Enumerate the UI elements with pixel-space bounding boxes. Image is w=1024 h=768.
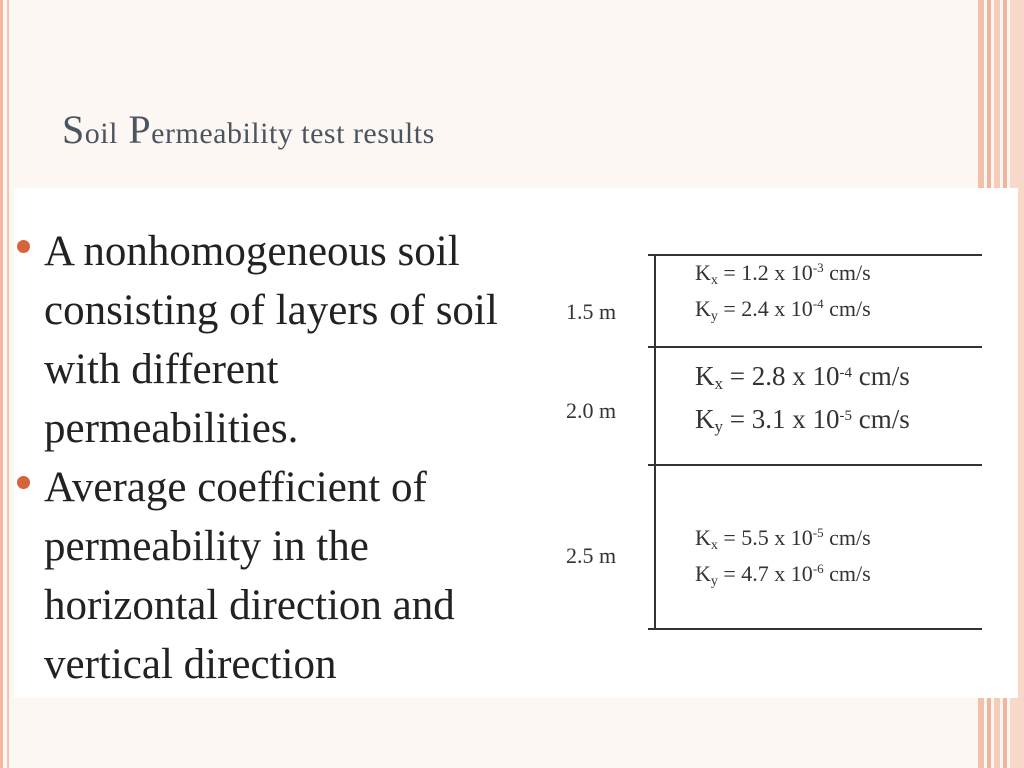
k-subscript: y bbox=[710, 574, 718, 589]
left-decor-stripe bbox=[0, 0, 3, 768]
k-exponent: -5 bbox=[839, 408, 852, 424]
ky-value bbox=[695, 296, 871, 325]
k-symbol: K bbox=[695, 361, 715, 391]
k-subscript: x bbox=[710, 273, 718, 288]
k-symbol: K bbox=[695, 525, 711, 550]
k-value-text: = 3.1 x 10 bbox=[723, 404, 840, 434]
k-subscript: x bbox=[714, 374, 723, 393]
bullet-icon bbox=[17, 476, 30, 489]
title-initial: S bbox=[62, 107, 85, 152]
kx-value bbox=[695, 260, 871, 289]
k-symbol: K bbox=[695, 561, 711, 586]
bullet-icon bbox=[17, 240, 30, 253]
bullet-item bbox=[14, 222, 534, 458]
k-exponent: -3 bbox=[812, 260, 824, 275]
ky-value bbox=[695, 561, 871, 590]
k-unit: cm/s bbox=[851, 361, 910, 391]
k-value-text: = 4.7 x 10 bbox=[717, 561, 813, 586]
kx-value bbox=[695, 361, 910, 394]
k-value-text: = 2.4 x 10 bbox=[717, 296, 813, 321]
k-exponent: -4 bbox=[839, 365, 852, 381]
left-decor-stripe bbox=[7, 0, 9, 768]
k-symbol: K bbox=[695, 296, 711, 321]
k-subscript: x bbox=[710, 538, 718, 553]
k-exponent: -5 bbox=[812, 525, 824, 540]
layer-depth-label: 2.0 m bbox=[566, 398, 617, 423]
kx-value bbox=[695, 525, 871, 554]
k-subscript: y bbox=[714, 417, 723, 436]
bullet-text: Average coefficient of permeability in the horizontal direction and vertical direction bbox=[44, 464, 455, 688]
title-word: ermeability test results bbox=[151, 117, 435, 150]
soil-layer-diagram bbox=[560, 245, 990, 640]
k-unit: cm/s bbox=[823, 296, 871, 321]
title-word: oil bbox=[84, 117, 118, 150]
k-exponent: -6 bbox=[812, 561, 824, 576]
layer-depth-label: 2.5 m bbox=[566, 543, 617, 568]
ky-value bbox=[695, 404, 910, 437]
title-initial: P bbox=[128, 107, 152, 152]
k-unit: cm/s bbox=[851, 404, 910, 434]
k-value-text: = 5.5 x 10 bbox=[717, 525, 813, 550]
slide-title bbox=[62, 106, 435, 153]
k-exponent: -4 bbox=[812, 296, 824, 311]
k-symbol: K bbox=[695, 404, 715, 434]
k-unit: cm/s bbox=[823, 260, 871, 285]
k-value-text: = 1.2 x 10 bbox=[717, 260, 813, 285]
k-unit: cm/s bbox=[823, 561, 871, 586]
bullet-item bbox=[14, 458, 534, 694]
bullet-list bbox=[14, 222, 534, 694]
layer-depth-label: 1.5 m bbox=[566, 299, 617, 324]
k-unit: cm/s bbox=[823, 525, 871, 550]
k-symbol: K bbox=[695, 260, 711, 285]
bullet-text: A nonhomogeneous soil consisting of layers of soil with different permeabilities. bbox=[44, 228, 498, 452]
k-value-text: = 2.8 x 10 bbox=[723, 361, 840, 391]
k-subscript: y bbox=[710, 309, 718, 324]
